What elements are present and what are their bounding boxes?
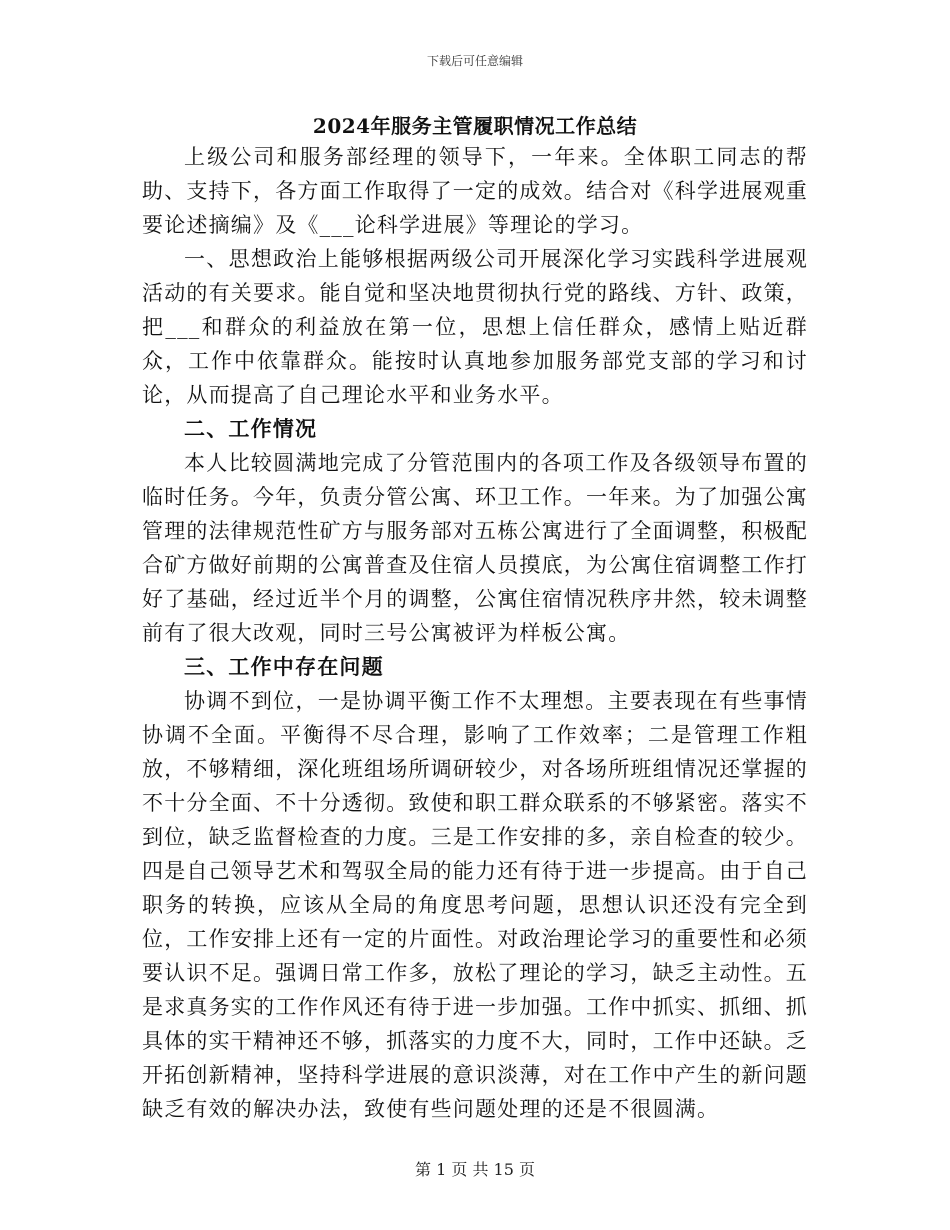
- page-number: 第 1 页 共 15 页: [415, 1160, 535, 1179]
- paragraph-political: 一、思想政治上能够根据两级公司开展深化学习实践科学进展观活动的有关要求。能自觉和坚决地贯彻执行党的路线、方针、政策，把___和群众的利益放在第一位，思想上信任群众，感情上贴近群众，工作中依靠群众。能按时认真地参加服务部党支部的学习和讨论，从而提高了自己理论水平和业务水平。: [142, 247, 808, 407]
- paragraph-problems: 协调不到位，一是协调平衡工作不太理想。主要表现在有些事情协调不全面。平衡得不尽合理，影响了工作效率；二是管理工作粗放，不够精细，深化班组场所调研较少，对各场所班组情况还掌握的不十分全面、不十分透彻。致使和职工群众联系的不够紧密。落实不到位，缺乏监督检查的力度。三是工作安排的多，亲自检查的较少。四是自己领导艺术和驾驭全局的能力还有待于进一步提高。由于自己职务的转换，应该从全局的角度思考问题，思想认识还没有完全到位，工作安排上还有一定的片面性。对政治理论学习的重要性和必须要认识不足。强调日常工作多，放松了理论的学习，缺乏主动性。五是求真务实的工作作风还有待于进一步加强。工作中抓实、抓细、抓具体的实干精神还不够，抓落实的力度不大，同时，工作中还缺。乏开拓创新精神，坚持科学进展的意识淡薄，对在工作中产生的新问题缺乏有效的解决办法，致使有些问题处理的还是不很圆满。: [142, 689, 808, 1121]
- document-title: 2024年服务主管履职情况工作总结: [312, 114, 638, 138]
- section-heading-work: 二、工作情况: [184, 416, 318, 441]
- section-heading-problems: 三、工作中存在问题: [184, 654, 384, 679]
- page-header-note: 下载后可任意编辑: [426, 54, 523, 68]
- paragraph-intro: 上级公司和服务部经理的领导下，一年来。全体职工同志的帮助、支持下，各方面工作取得了一定的成效。结合对《科学进展观重要论述摘编》及《___论科学进展》等理论的学习。: [142, 145, 808, 237]
- document-body: [142, 140, 808, 1126]
- paragraph-work: 本人比较圆满地完成了分管范围内的各项工作及各级领导布置的临时任务。今年，负责分管公寓、环卫工作。一年来。为了加强公寓管理的法律规范性矿方与服务部对五栋公寓进行了全面调整，积极配合矿方做好前期的公寓普查及住宿人员摸底，为公寓住宿调整工作打好了基础，经过近半个月的调整，公寓住宿情况秩序井然，较未调整前有了很大改观，同时三号公寓被评为样板公寓。: [142, 451, 808, 645]
